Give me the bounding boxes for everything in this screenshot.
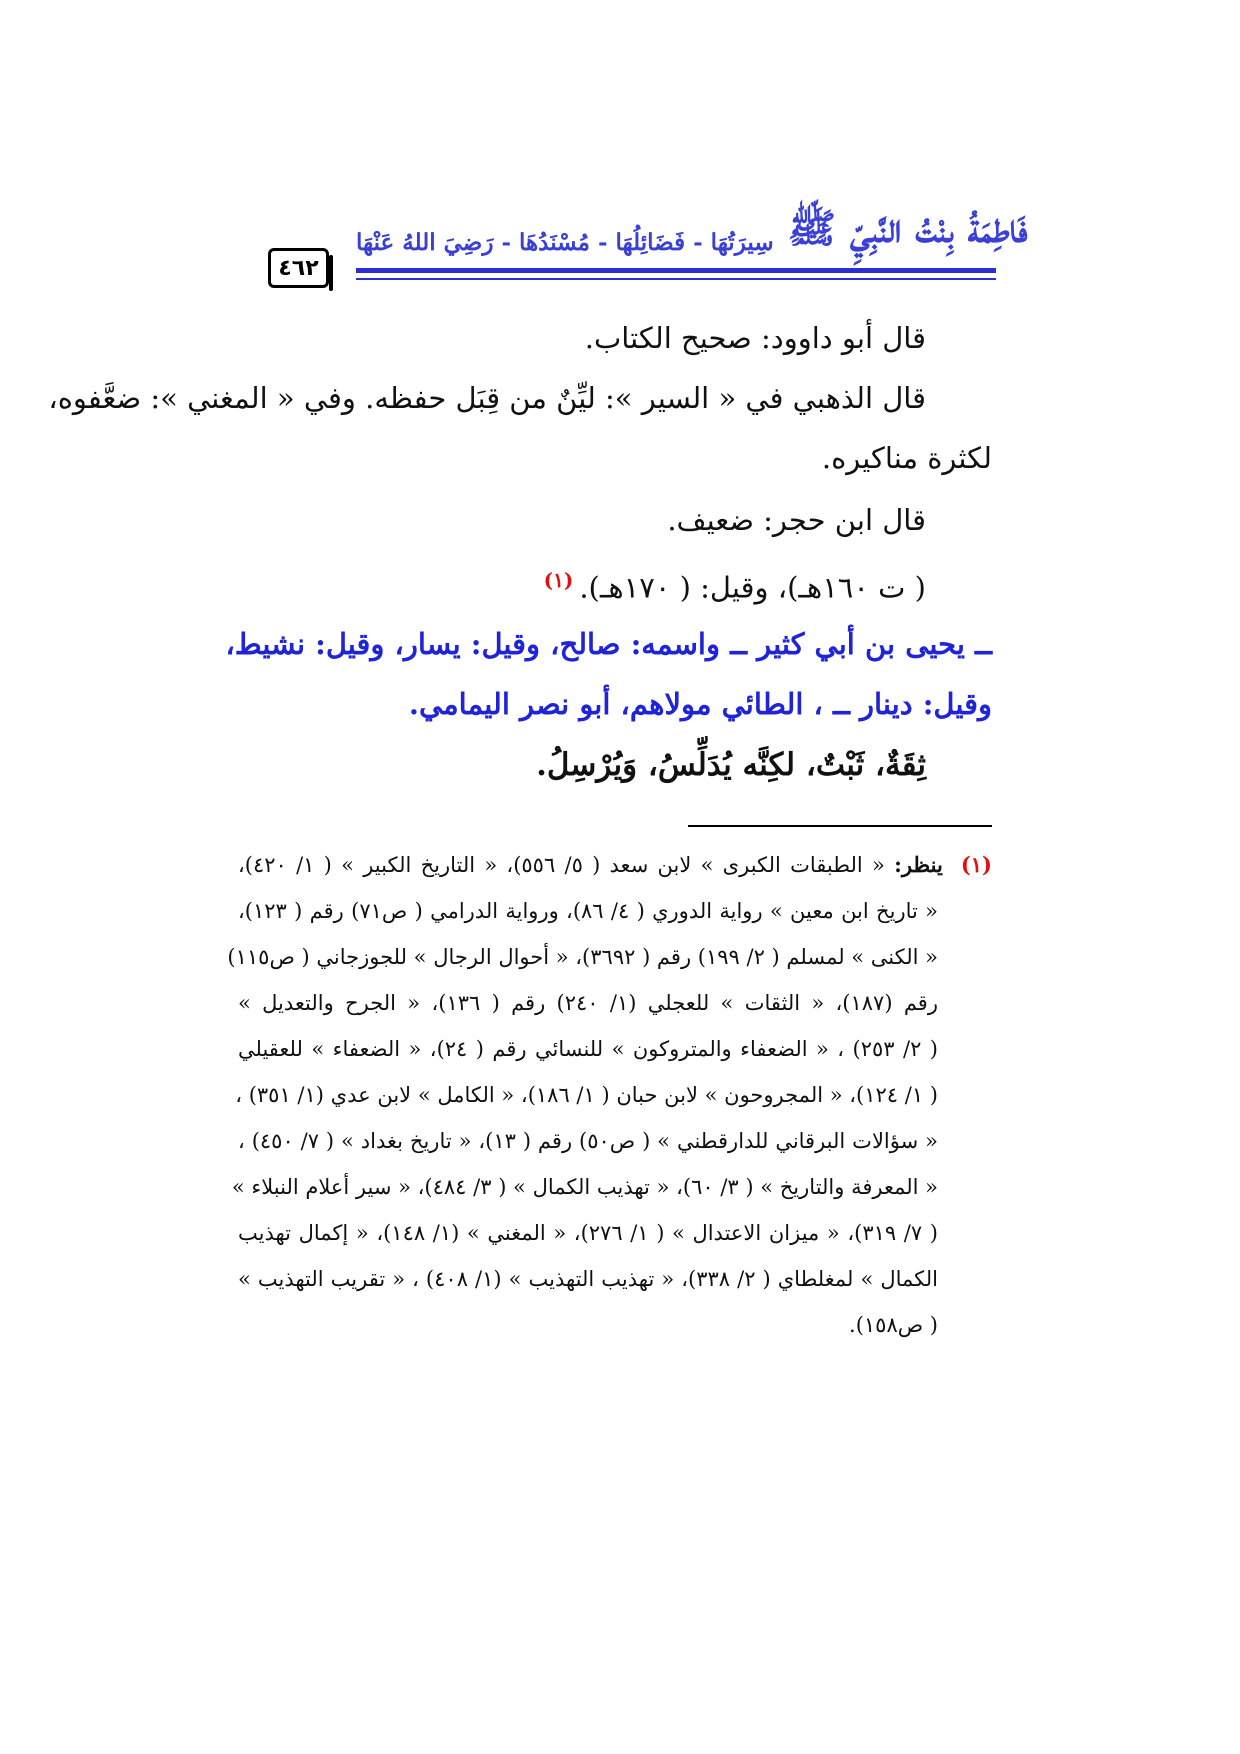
footnote-separator	[688, 825, 992, 827]
book-title	[356, 190, 1028, 262]
footnote-line: الكمال » لمغلطاي ( ٢/ ٣٣٨)، « تهذيب التهذيب » (١/ ٤٠٨) ، « تقريب التهذيب »	[238, 1267, 938, 1291]
footnote-line: ( ١/ ١٢٤)، « المجروحون » لابن حبان ( ١/ ١٨٦)، « الكامل » لابن عدي (١/ ٣٥١) ،	[235, 1083, 938, 1107]
footnote-line: ( ٧/ ٣١٩)، « ميزان الاعتدال » ( ١/ ٢٧٦)، « المغني » (١/ ١٤٨)، « إكمال تهذيب	[238, 1221, 938, 1245]
paragraph-ibn-hajar: قال ابن حجر: ضعيف.	[667, 503, 926, 537]
paragraph-death-date	[248, 560, 992, 608]
footnote-text: « الطبقات الكبرى » لابن سعد ( ٥/ ٥٥٦)، « التاريخ الكبير » ( ١/ ٤٢٠)،	[238, 853, 885, 877]
footnote-line: ( ٢/ ٢٥٣) ، « الضعفاء والمتروكون » للنسائي رقم ( ٢٤)، « الضعفاء » للعقيلي	[238, 1037, 938, 1061]
footnote-reference: (١)	[543, 568, 574, 592]
paragraph-dhahabi-continued: لكثرة مناكيره.	[821, 441, 992, 475]
footnote-line: « تاريخ ابن معين » رواية الدوري ( ٤/ ٨٦)، ورواية الدرامي ( ص٧١) رقم ( ١٢٣)،	[238, 899, 938, 923]
footnote-line: رقم (١٨٧)، « الثقات » للعجلي (١/ ٢٤٠) رقم ( ١٣٦)، « الجرح والتعديل »	[238, 991, 938, 1015]
footnote-line: ( ص١٥٨).	[849, 1313, 938, 1337]
footnotes	[227, 842, 992, 1348]
footnote-line: « سؤالات البرقاني للدارقطني » ( ص٥٠) رقم ( ١٣)، « تاريخ بغداد » ( ٧/ ٤٥٠) ،	[238, 1129, 938, 1153]
paragraph-dhahabi: قال الذهبي في « السير »: ليِّنٌ من قِبَل حفظه. وفي « المغني »: ضعَّفوه،	[48, 381, 926, 415]
paragraph-abu-dawud: قال أبو داوود: صحيح الكتاب.	[584, 321, 926, 355]
narrator-heading-continued: وقيل: دينار ــ ، الطائي مولاهم، أبو نصر اليمامي.	[408, 687, 992, 721]
page-number: ٤٦٢	[268, 248, 329, 288]
narrator-heading: ــ يحيى بن أبي كثير ــ واسمه: صالح، وقيل: يسار، وقيل: نشيط،	[225, 627, 992, 661]
footnote-line	[238, 842, 992, 888]
footnote-line: « الكنى » لمسلم ( ٢/ ١٩٩) رقم ( ٣٦٩٢)، « أحوال الرجال » للجوزجاني ( ص١١٥)	[227, 945, 938, 969]
running-header	[268, 190, 1028, 286]
header-rule-thin	[356, 278, 996, 280]
book-title-main: فَاطِمَةُ بِنْتُ النَّبِيِّ ﷺ	[787, 205, 1028, 252]
book-title-subtitle: سِيرَتُهَا - فَضَائِلُهَا - مُسْنَدُهَا - رَضِيَ اللهُ عَنْهَا	[356, 229, 774, 256]
footnote-number: (١)	[960, 852, 992, 877]
header-rule-thick	[356, 268, 996, 273]
narrator-verdict: ثِقَةٌ، ثَبْتٌ، لكِنَّه يُدَلِّسُ، وَيُرْسِلُ.	[536, 747, 926, 783]
footnote-line: « المعرفة والتاريخ » ( ٣/ ٦٠)، « تهذيب الكمال » ( ٣/ ٤٨٤)، « سير أعلام النبلاء »	[231, 1175, 938, 1199]
footnote-lead: ينظر:	[894, 852, 943, 877]
death-date-text: ( ت ١٦٠هـ)، وقيل: ( ١٧٠هـ).	[579, 570, 926, 605]
